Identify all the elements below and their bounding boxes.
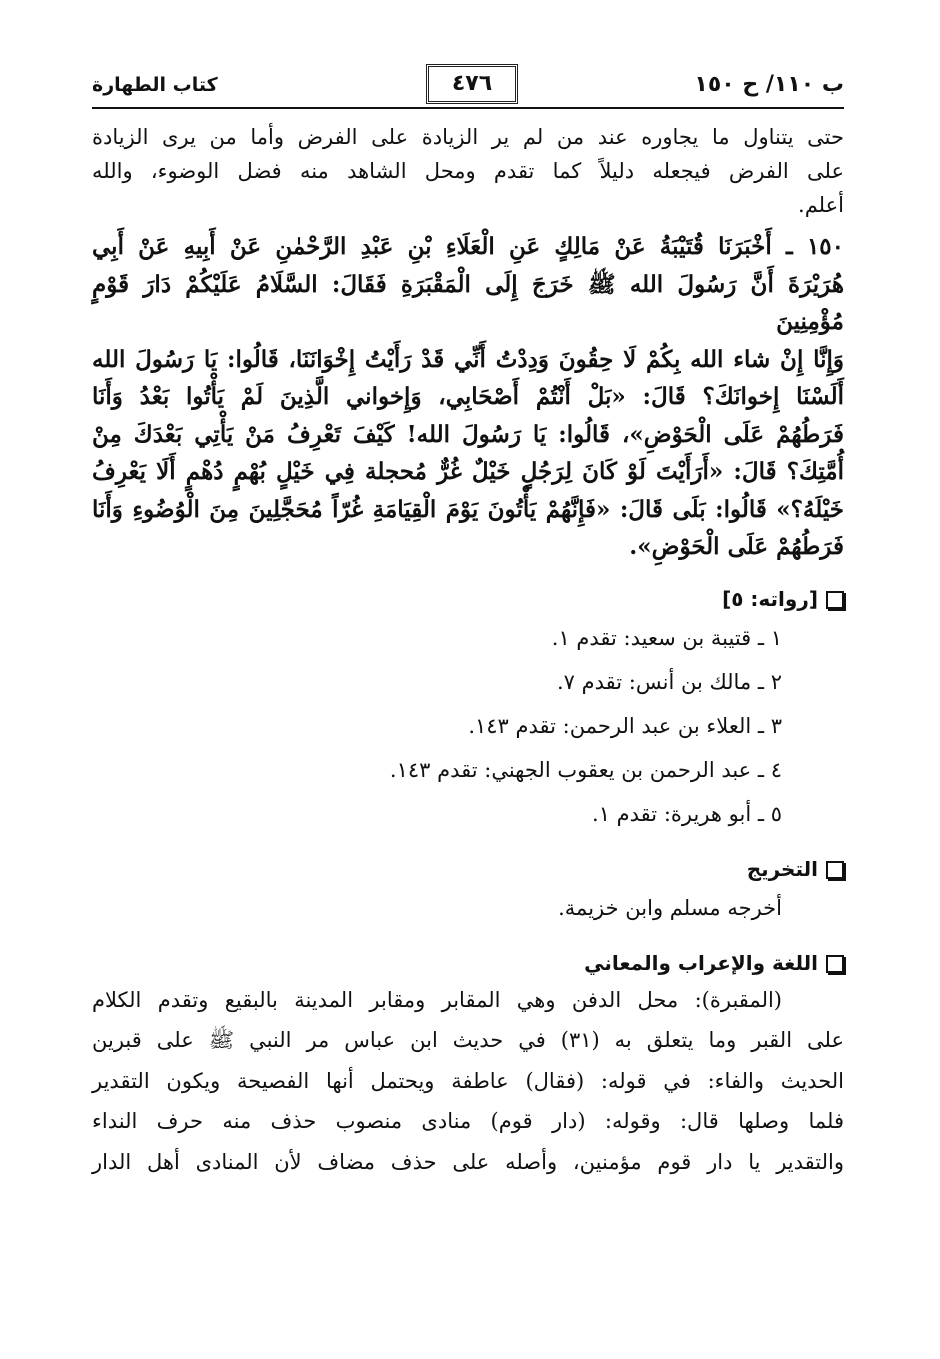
- square-bullet-icon: [826, 861, 844, 879]
- chapter-reference: ب ١١٠/ ح ١٥٠: [694, 72, 844, 97]
- language-heading-label: اللغة والإعراب والمعاني: [584, 950, 818, 975]
- takhrij-heading: [92, 852, 844, 886]
- narrators-heading-label: [رواته: ٥]: [722, 586, 818, 611]
- text-line: فلما وصلها قال: وقوله: (دار قوم) منادى منصوب حذف منه حرف النداء: [92, 1109, 844, 1133]
- hadith-line: فَرَطُهُمْ عَلَى الْحَوْضِ».: [629, 533, 844, 560]
- hadith-line: وَإِنَّا إِنْ شاء الله بِكُمْ لَا حِقُونَ وَدِدْتُ أَنِّي قَدْ رَأَيْتُ إِخْوَانَنَا، قَالُوا: يَا رَسُولَ الله: [92, 345, 844, 373]
- text-line: والتقدير يا دار قوم مؤمنين، وأصله على حذف مضاف لأن المنادى أهل الدار: [92, 1149, 844, 1174]
- text-line: الحديث والفاء: في قوله: (فقال) عاطفة ويحتمل أنها الفصيحة ويكون التقدير: [92, 1068, 844, 1093]
- text-line: على القبر وما يتعلق به (٣١) في حديث ابن عباس مر النبي ﷺ على قبرين: [92, 1028, 844, 1052]
- takhrij-text: أخرجه مسلم وابن خزيمة.: [558, 895, 782, 920]
- language-heading: [92, 946, 844, 980]
- square-bullet-icon: [826, 591, 844, 609]
- text-line: أعلم.: [798, 193, 844, 217]
- language-paragraph: [92, 980, 844, 1183]
- list-item: ١ ـ قتيبة بن سعيد: تقدم ١.: [551, 625, 782, 650]
- hadith-line: أَلَسْنَا إِخوانَكَ؟ قَالَ: «بَلْ أَنْتُمْ أَصْحَابِي، وَإِخواني الَّذِينَ لَمْ يَأْتُوا بَعْدُ وَأَنَا: [92, 383, 844, 410]
- text-line: على الفرض فيجعله دليلاً كما تقدم ومحل الشاهد منه فضل الوضوء، والله: [92, 159, 844, 183]
- page-body: [92, 120, 844, 1182]
- header-divider: [92, 107, 844, 109]
- hadith-line: هُرَيْرَةَ أَنَّ رَسُولَ الله ﷺ خَرَجَ إِلَى الْمَقْبَرَةِ فَقَالَ: السَّلَامُ عَلَيْكُمْ دَارَ قَوْمٍ مُؤْمِنِينَ: [92, 270, 844, 335]
- hadith-line: خَيْلَهُ؟» قَالُوا: بَلَى قَالَ: «فَإِنَّهُمْ يَأْتُونَ يَوْمَ الْقِيَامَةِ غُرّاً مُحَجَّلِينَ مِنَ الْوُضُوءِ وَأَنَا: [92, 495, 844, 523]
- square-bullet-icon: [826, 955, 844, 973]
- intro-paragraph: [92, 120, 844, 222]
- hadith-line: ١٥٠ ـ أَخْبَرَنَا قُتَيْبَةُ عَنْ مَالِكٍ عَنِ الْعَلَاءِ بْنِ عَبْدِ الرَّحْمٰنِ عَنْ أَبِيهِ عَنْ أَبِي: [92, 233, 844, 260]
- narrators-heading: [92, 582, 844, 616]
- list-item: ٤ ـ عبد الرحمن بن يعقوب الجهني: تقدم ١٤٣.: [389, 757, 782, 782]
- list-item: ٢ ـ مالك بن أنس: تقدم ٧.: [556, 669, 782, 694]
- hadith-line: فَرَطُهُمْ عَلَى الْحَوْضِ»، قَالُوا: يَا رَسُولَ الله! كَيْفَ تَعْرِفُ مَنْ يَأْتِي بَعْدَكَ مِنْ: [92, 420, 844, 448]
- page-header: [92, 62, 844, 106]
- book-title: كتاب الطهارة: [92, 74, 218, 96]
- hadith-line: أُمَّتِكَ؟ قَالَ: «أَرَأَيْتَ لَوْ كَانَ لِرَجُلٍ خَيْلٌ غُرٌّ مُحجلة فِي خَيْلٍ بُهْمٍ دُهْمٍ أَلَا يَعْرِفُ: [92, 458, 844, 485]
- takhrij-heading-label: التخريج: [746, 856, 818, 881]
- list-item: ٣ ـ العلاء بن عبد الرحمن: تقدم ١٤٣.: [468, 713, 782, 738]
- narrators-list: [92, 616, 844, 836]
- text-line: (المقبرة): محل الدفن وهي المقابر ومقابر المدينة بالبقيع وتقدم الكلام: [92, 987, 782, 1012]
- page-number: ٤٧٦: [426, 64, 518, 104]
- text-line: حتى يتناول ما يجاوره عند من لم ير الزيادة على الفرض وأما من يرى الزيادة: [92, 125, 844, 149]
- hadith-text: [92, 228, 844, 566]
- list-item: ٥ ـ أبو هريرة: تقدم ١.: [592, 801, 782, 826]
